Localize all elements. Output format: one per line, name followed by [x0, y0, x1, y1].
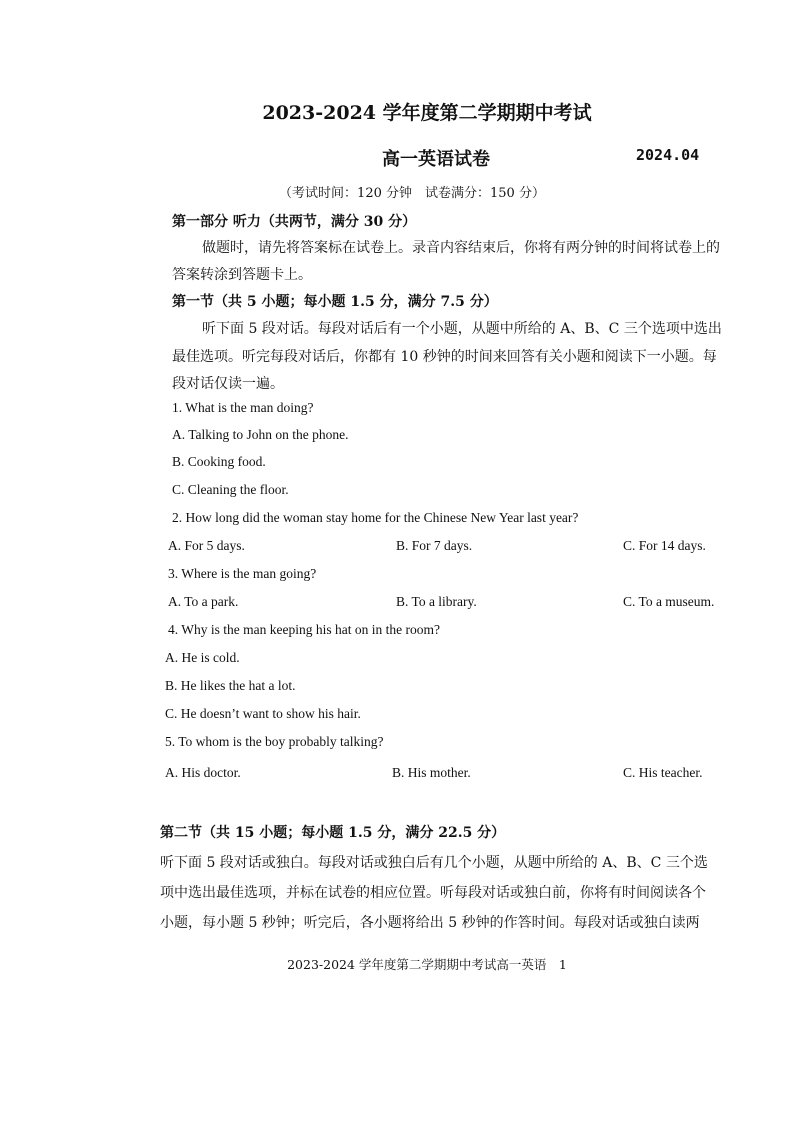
question-option-a: A. Talking to John on the phone. — [172, 427, 349, 442]
section1-instruction-line1: 听下面 5 段对话。每段对话后有一个小题，从题中所给的 A、B、C 三个选项中选出 — [202, 321, 722, 337]
question-stem: 5. To whom is the boy probably talking? — [165, 734, 384, 749]
question-option-a: A. He is cold. — [165, 650, 240, 665]
exam-title: 2023-2024 学年度第二学期期中考试 — [262, 102, 592, 124]
part1-heading: 第一部分 听力（共两节，满分 30 分） — [172, 214, 417, 230]
question-stem: 4. Why is the man keeping his hat on in the room? — [168, 622, 440, 637]
part1-instruction-line1: 做题时，请先将答案标在试卷上。录音内容结束后，你将有两分钟的时间将试卷上的 — [202, 240, 720, 256]
question-option-b: B. His mother. — [392, 765, 471, 780]
question-option-a: A. For 5 days. — [168, 538, 245, 553]
section1-instruction-line2: 最佳选项。听完每段对话后，你都有 10 秒钟的时间来回答有关小题和阅读下一小题。每 — [172, 349, 717, 365]
section2-instruction-line2: 项中选出最佳选项，并标在试卷的相应位置。听每段对话或独白前，你将有时间阅读各个 — [160, 885, 706, 901]
section1-instruction-line3: 段对话仅读一遍。 — [172, 376, 284, 392]
question-option-c: C. His teacher. — [623, 765, 703, 780]
question-option-b: B. To a library. — [396, 594, 477, 609]
section2-heading: 第二节（共 15 小题；每小题 1.5 分，满分 22.5 分） — [160, 825, 506, 841]
section2-instruction-line3: 小题，每小题 5 秒钟；听完后，各小题将给出 5 秒钟的作答时间。每段对话或独白读两 — [160, 915, 700, 931]
exam-date: 2024.04 — [636, 146, 700, 164]
question-option-c: C. To a museum. — [623, 594, 715, 609]
question-option-b: B. Cooking food. — [172, 454, 266, 469]
exam-subtitle: 高一英语试卷 — [382, 149, 490, 170]
question-option-a: A. His doctor. — [165, 765, 241, 780]
question-option-c: C. Cleaning the floor. — [172, 482, 289, 497]
question-stem: 3. Where is the man going? — [168, 566, 317, 581]
question-option-c: C. For 14 days. — [623, 538, 706, 553]
exam-time-and-score: （考试时间：120 分钟 试卷满分：150 分） — [279, 186, 545, 201]
section1-heading: 第一节（共 5 小题；每小题 1.5 分，满分 7.5 分） — [172, 294, 498, 310]
page-footer: 2023-2024 学年度第二学期期中考试高一英语 1 — [287, 957, 567, 972]
question-option-b: B. For 7 days. — [396, 538, 473, 553]
question-option-c: C. He doesn’t want to show his hair. — [165, 706, 361, 721]
question-stem: 1. What is the man doing? — [172, 400, 314, 415]
question-option-a: A. To a park. — [168, 594, 239, 609]
question-stem: 2. How long did the woman stay home for the Chinese New Year last year? — [172, 510, 579, 525]
question-option-b: B. He likes the hat a lot. — [165, 678, 296, 693]
section2-instruction-line1: 听下面 5 段对话或独白。每段对话或独白后有几个小题，从题中所给的 A、B、C 三个选 — [160, 855, 708, 871]
part1-instruction-line2: 答案转涂到答题卡上。 — [172, 267, 312, 283]
